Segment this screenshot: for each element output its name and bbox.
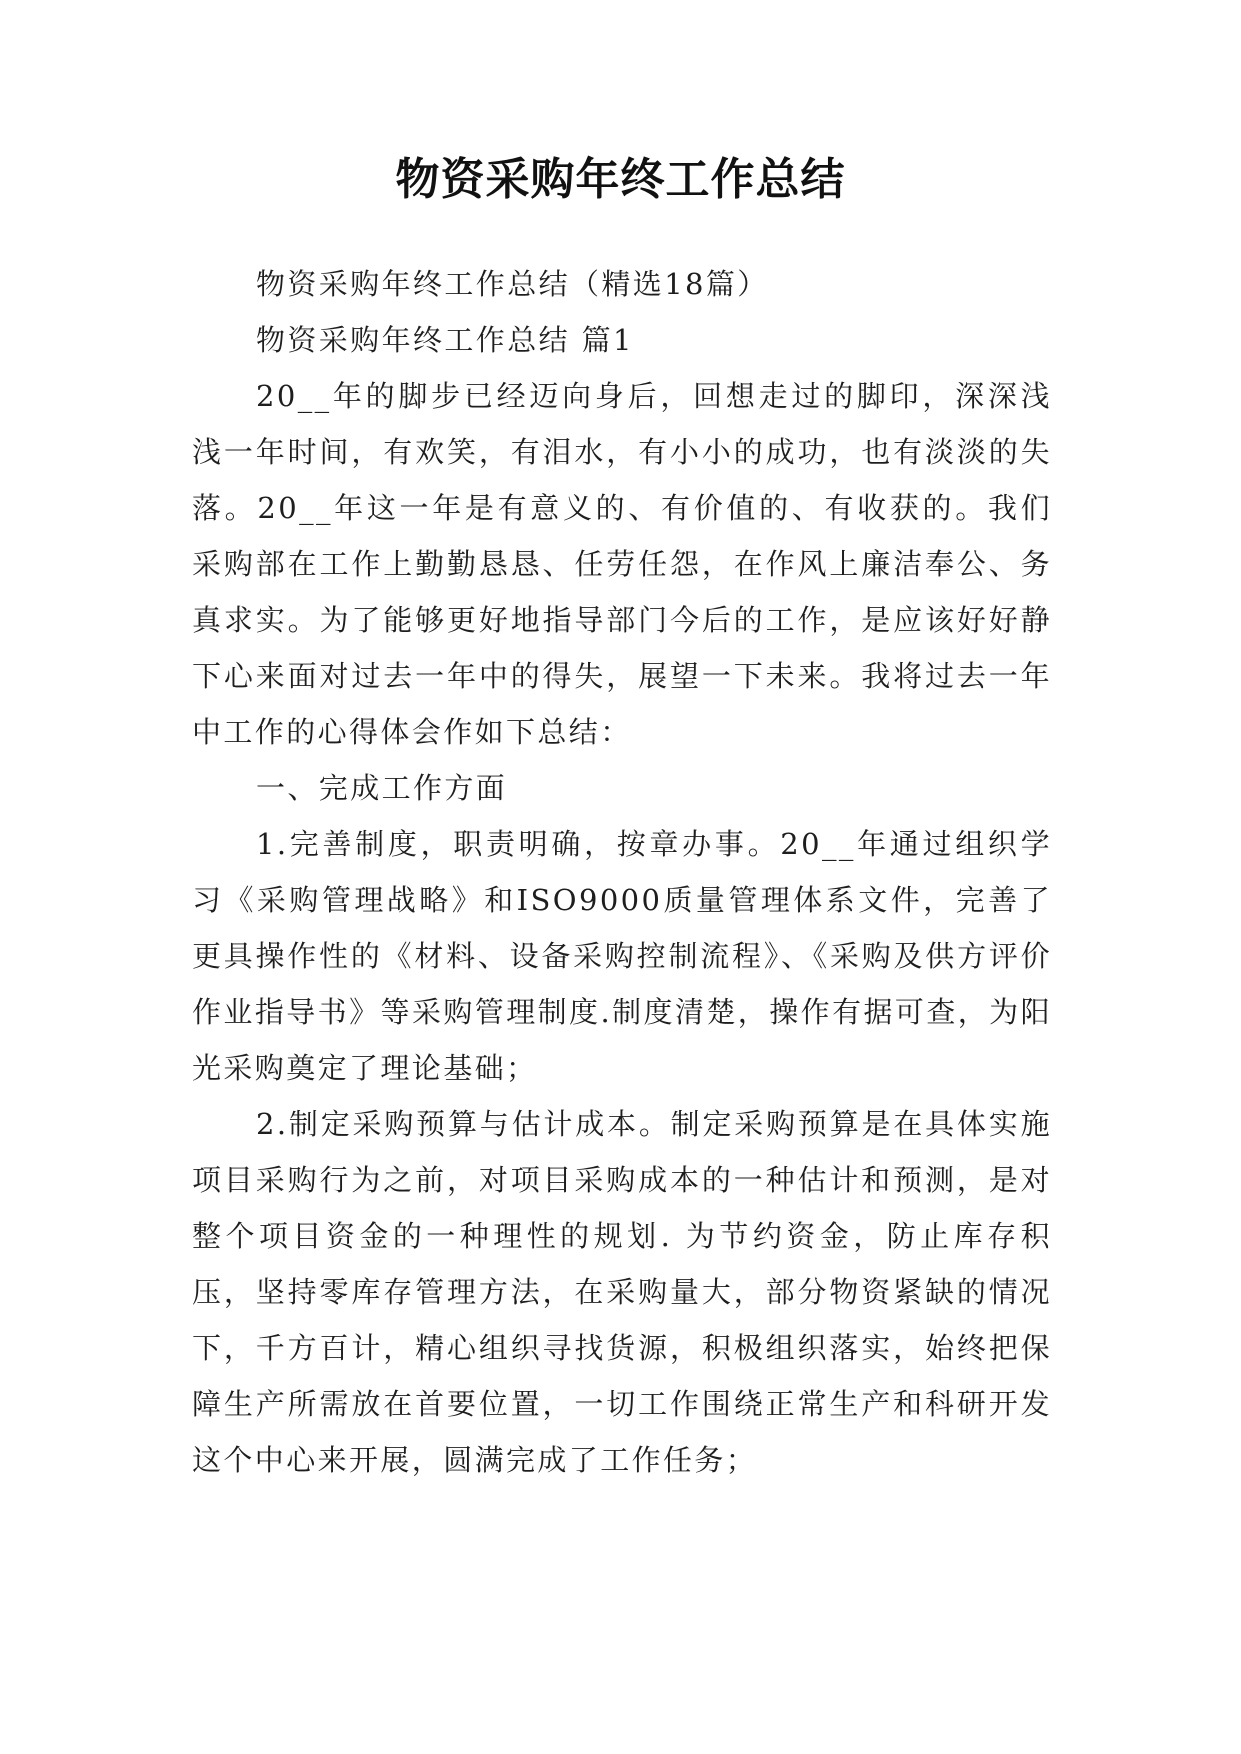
subsection-heading: 一、完成工作方面 bbox=[256, 771, 508, 805]
subtitle-paragraph: 物资采购年终工作总结（精选18篇） bbox=[256, 267, 769, 301]
body-paragraph: 2.制定采购预算与估计成本。制定采购预算是在具体实施项目采购行为之前，对项目采购成本的一种估计和预测，是对整个项目资金的一种理性的规划. 为节约资金，防止库存积压，坚持零库存管理方法，在采购量大，部分物资紧缺的情况下，千方百计，精心组织寻找货源，积极组织落实，始终把保障生产所需放在首要位置，一切工作围绕正常生产和科研开发这个中心来开展，圆满完成了工作任务； bbox=[192, 1107, 1052, 1477]
body-paragraph: 20__年的脚步已经迈向身后，回想走过的脚印，深深浅浅一年时间，有欢笑，有泪水，有小小的成功，也有淡淡的失落。20__年这一年是有意义的、有价值的、有收获的。我们采购部在工作上勤勤恳恳、任劳任怨，在作风上廉洁奉公、务真求实。为了能够更好地指导部门今后的工作，是应该好好静下心来面对过去一年中的得失，展望一下未来。我将过去一年中工作的心得体会作如下总结： bbox=[192, 379, 1052, 749]
document-body bbox=[192, 256, 1052, 1488]
body-paragraph: 1.完善制度，职责明确，按章办事。20__年通过组织学习《采购管理战略》和ISO9000质量管理体系文件，完善了更具操作性的《材料、设备采购控制流程》、《采购及供方评价作业指导书》等采购管理制度.制度清楚，操作有据可查，为阳光采购奠定了理论基础； bbox=[192, 827, 1052, 1085]
section-heading: 物资采购年终工作总结 篇1 bbox=[256, 323, 634, 357]
document-title: 物资采购年终工作总结 bbox=[395, 154, 846, 205]
